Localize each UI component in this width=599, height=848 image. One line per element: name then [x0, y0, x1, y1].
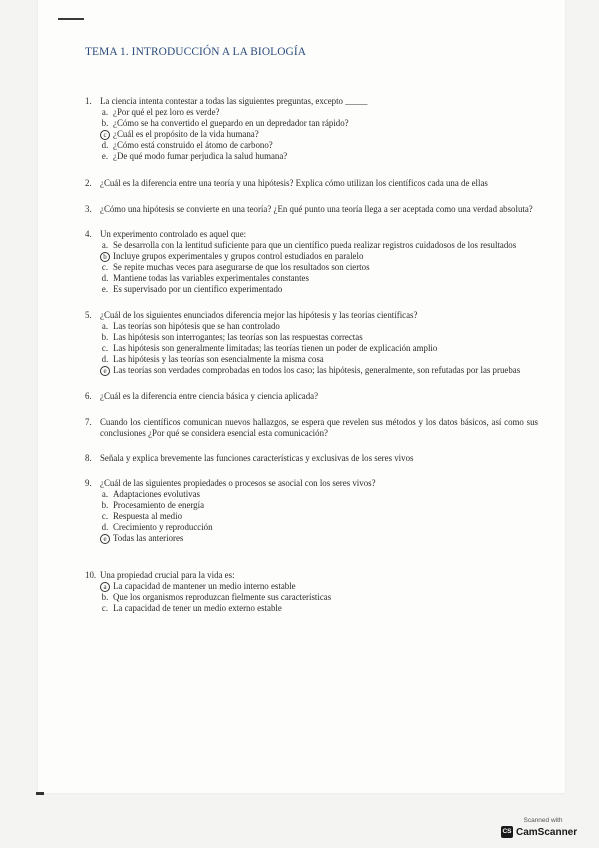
- camscanner-name: CamScanner: [516, 826, 578, 838]
- option-e-selected: [85, 365, 538, 376]
- option-letter: e.: [101, 151, 109, 161]
- option-d: [85, 354, 538, 365]
- question-5: [85, 310, 538, 321]
- circled-answer-mark: e: [100, 534, 110, 544]
- question-number: 2.: [85, 178, 92, 188]
- question-3: [85, 204, 538, 215]
- option-b: [85, 332, 538, 343]
- question-10: [85, 570, 538, 581]
- question-number: 7.: [85, 417, 92, 427]
- option-a: [85, 240, 538, 251]
- question-text: ¿Cuál es la diferencia entre ciencia básica y ciencia aplicada?: [100, 391, 319, 401]
- options-list: [85, 240, 538, 295]
- option-text: ¿Por qué el pez loro es verde?: [113, 107, 220, 117]
- question-number: 1.: [85, 96, 92, 106]
- option-e-selected: [85, 533, 538, 544]
- question-text: ¿Cómo una hipótesis se convierte en una teoría? ¿En qué punto una teoría llega a ser aceptada como una verdad absoluta?: [100, 204, 533, 214]
- question-text: ¿Cuál es la diferencia entre una teoría y una hipótesis? Explica cómo utilizan los científicos cada una de ellas: [100, 178, 488, 188]
- question-text: ¿Cuál de las siguientes propiedades o procesos se asocial con los seres vivos?: [100, 478, 376, 488]
- question-number: 3.: [85, 204, 92, 214]
- circled-answer-mark: e: [100, 366, 110, 376]
- option-a-selected: [85, 581, 538, 592]
- question-text: Una propiedad crucial para la vida es:: [100, 570, 235, 580]
- option-letter: c.: [101, 262, 109, 272]
- question-number: 4.: [85, 229, 92, 239]
- question-number: 6.: [85, 391, 92, 401]
- option-text: Adaptaciones evolutivas: [113, 489, 200, 499]
- option-letter: d.: [101, 354, 109, 364]
- camscanner-logo-icon: CS: [501, 826, 513, 838]
- option-c-selected: [85, 129, 538, 140]
- question-7: [85, 417, 538, 439]
- option-text: Las hipótesis y las teorías son esencialmente la misma cosa: [113, 354, 324, 364]
- option-text: ¿De qué modo fumar perjudica la salud humana?: [113, 151, 288, 161]
- question-9: [85, 478, 538, 489]
- question-1: [85, 96, 538, 107]
- question-list: [85, 96, 538, 614]
- option-c: [85, 511, 538, 522]
- option-a: [85, 489, 538, 500]
- option-text: ¿Cómo está construido el átomo de carbono?: [113, 140, 273, 150]
- option-text: Las teorías son hipótesis que se han controlado: [113, 321, 280, 331]
- option-text: Incluye grupos experimentales y grupos control estudiados en paralelo: [113, 251, 364, 261]
- option-text: Crecimiento y reproducción: [113, 522, 213, 532]
- scanner-watermark: [501, 817, 585, 838]
- option-letter: c.: [101, 343, 109, 353]
- question-number: 8.: [85, 453, 92, 463]
- option-text: Todas las anteriores: [113, 533, 184, 543]
- option-text: La capacidad de mantener un medio interno estable: [113, 581, 296, 591]
- option-text: Las hipótesis son interrogantes; las teorías son las respuestas correctas: [113, 332, 363, 342]
- corner-mark: [58, 18, 84, 20]
- circled-answer-mark: a: [100, 582, 110, 592]
- option-letter: a.: [101, 489, 109, 499]
- option-d: [85, 140, 538, 151]
- page-title: TEMA 1. INTRODUCCIÓN A LA BIOLOGÍA: [85, 46, 307, 58]
- option-b: [85, 500, 538, 511]
- question-text: Cuando los científicos comunican nuevos hallazgos, se espera que revelen sus métodos y los datos básicos, así como sus conclusiones ¿Por qué se considera esencial esta comunicación?: [100, 417, 538, 438]
- options-list: [85, 489, 538, 544]
- question-number: 5.: [85, 310, 92, 320]
- question-6: [85, 391, 538, 402]
- option-c: [85, 262, 538, 273]
- option-text: Las hipótesis son generalmente limitadas; las teorías tienen un poder de explicación amplio: [113, 343, 438, 353]
- option-d: [85, 522, 538, 533]
- option-e: [85, 151, 538, 162]
- option-text: Se desarrolla con la lentitud suficiente para que un científico pueda realizar registros cuidadosos de los resultados: [113, 240, 517, 250]
- scanned-with-label: Scanned with: [523, 817, 563, 824]
- question-8: [85, 453, 538, 464]
- option-letter: b.: [101, 500, 109, 510]
- option-text: Se repite muchas veces para asegurarse de que los resultados son ciertos: [113, 262, 370, 272]
- option-letter: b.: [101, 332, 109, 342]
- option-a: [85, 321, 538, 332]
- question-text: ¿Cuál de los siguientes enunciados diferencia mejor las hipótesis y las teorías científicas?: [100, 310, 418, 320]
- option-d: [85, 273, 538, 284]
- options-list: [85, 581, 538, 614]
- circled-answer-mark: b: [100, 252, 110, 262]
- option-text: Respuesta al medio: [113, 511, 183, 521]
- option-text: La capacidad de tener un medio externo estable: [113, 603, 282, 613]
- option-letter: d.: [101, 522, 109, 532]
- question-text: La ciencia intenta contestar a todas las siguientes preguntas, excepto _____: [100, 96, 368, 106]
- document-page: [38, 0, 565, 793]
- question-4: [85, 229, 538, 240]
- option-letter: e.: [101, 284, 109, 294]
- option-letter: a.: [101, 321, 109, 331]
- option-letter: a.: [101, 240, 109, 250]
- option-letter: d.: [101, 140, 109, 150]
- question-text: Un experimento controlado es aquel que:: [100, 229, 247, 239]
- option-text: ¿Cuál es el propósito de la vida humana?: [113, 129, 259, 139]
- option-b: [85, 592, 538, 603]
- camscanner-brand: [501, 826, 585, 838]
- option-letter: c.: [101, 511, 109, 521]
- option-letter: b.: [101, 592, 109, 602]
- option-a: [85, 107, 538, 118]
- option-letter: d.: [101, 273, 109, 283]
- option-c: [85, 603, 538, 614]
- option-text: Es supervisado por un científico experimentado: [113, 284, 283, 294]
- option-e: [85, 284, 538, 295]
- question-text: Señala y explica brevemente las funciones características y exclusivas de los seres vivos: [100, 453, 414, 463]
- option-text: Mantiene todas las variables experimentales constantes: [113, 273, 309, 283]
- option-text: Procesamiento de energía: [113, 500, 205, 510]
- option-text: Las teorías son verdades comprobadas en todos los caso; las hipótesis, generalmente, son refutadas por las pruebas: [113, 365, 521, 375]
- option-b-selected: [85, 251, 538, 262]
- question-number: 10.: [85, 570, 97, 580]
- option-c: [85, 343, 538, 354]
- option-text: ¿Cómo se ha convertido el guepardo en un depredador tan rápido?: [113, 118, 349, 128]
- options-list: [85, 107, 538, 162]
- option-letter: b.: [101, 118, 109, 128]
- option-letter: a.: [101, 107, 109, 117]
- circled-answer-mark: c: [100, 130, 110, 140]
- edge-mark: [36, 792, 44, 795]
- option-text: Que los organismos reproduzcan fielmente sus características: [113, 592, 332, 602]
- options-list: [85, 321, 538, 376]
- option-letter: c.: [101, 603, 109, 613]
- question-2: [85, 178, 538, 189]
- question-number: 9.: [85, 478, 92, 488]
- option-b: [85, 118, 538, 129]
